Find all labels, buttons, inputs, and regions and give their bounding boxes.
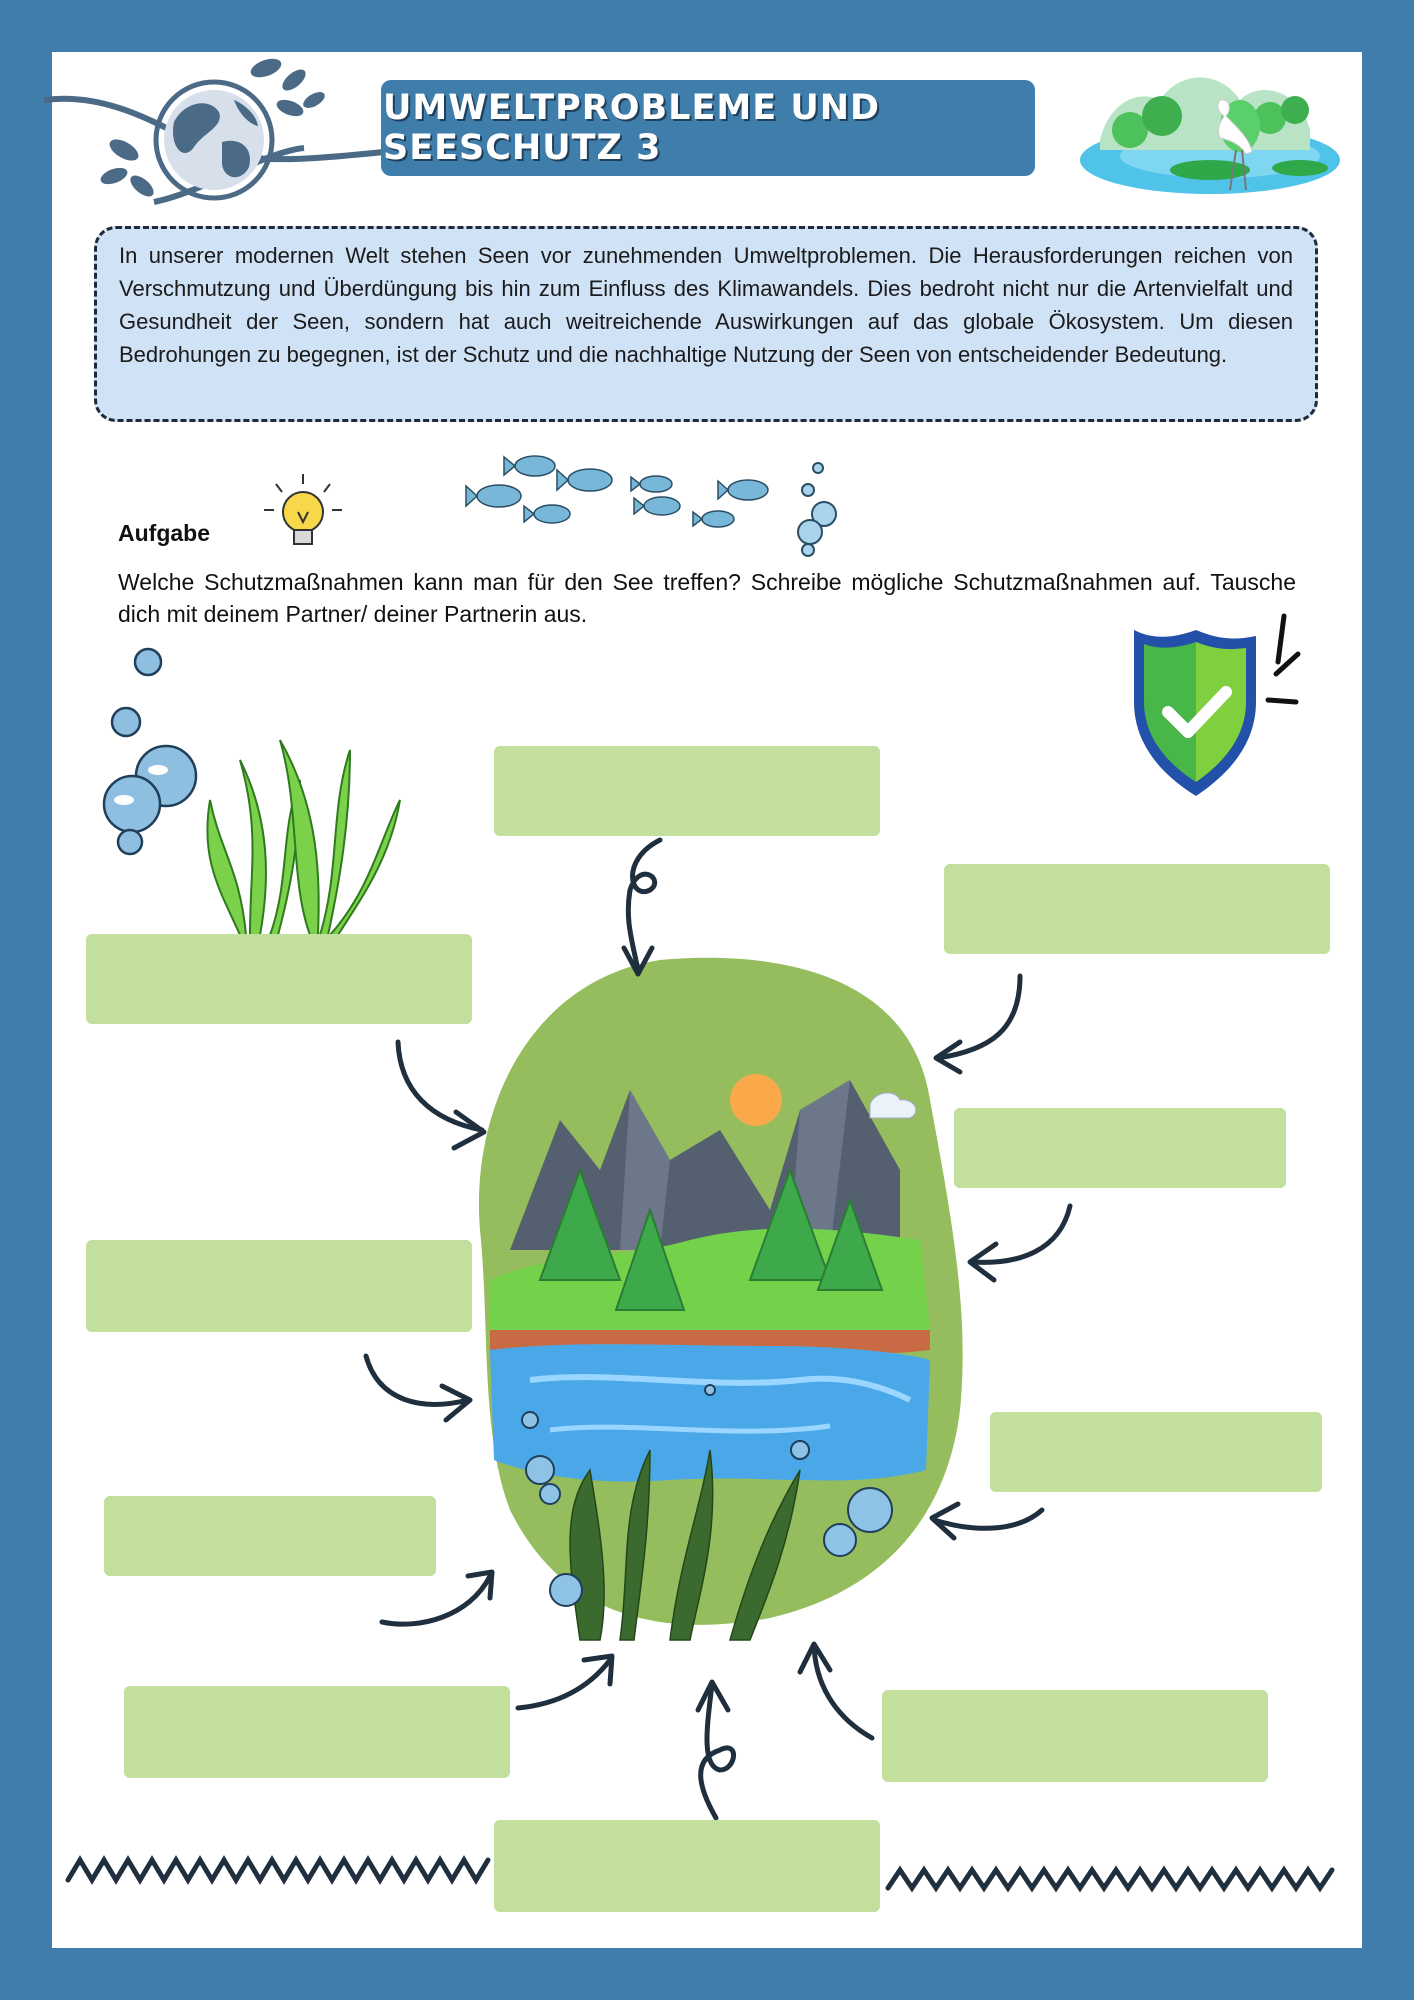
page-title: UMWELTPROBLEME UND SEESCHUTZ 3: [383, 88, 881, 168]
answer-box[interactable]: [990, 1412, 1322, 1492]
answer-box[interactable]: [86, 934, 472, 1024]
answer-box[interactable]: [494, 746, 880, 836]
intro-box: In unserer modernen Welt stehen Seen vor zunehmenden Umweltproblemen. Die Herausforderungen reichen von Verschmutzung und Überdüngung bis hin zum Einfluss des Klimawandels. Dies bedroht nicht nur die Artenvielfalt und Gesundheit der Seen, sondern hat auch weitreichende Auswirkungen auf das globale Ökosystem. Um diesen Bedrohungen zu begegnen, ist der Schutz und die nachhaltige Nutzung der Seen von entscheidender Bedeutung.: [94, 226, 1318, 422]
answer-box[interactable]: [86, 1240, 472, 1332]
task-heading: Aufgabe: [118, 520, 210, 546]
answer-box[interactable]: [882, 1690, 1268, 1782]
answer-box[interactable]: [954, 1108, 1286, 1188]
task-text: Welche Schutzmaßnahmen kann man für den See treffen? Schreibe mögliche Schutzmaßnahmen auf. Tausche dich mit deinem Partner/ deiner Partnerin aus.: [118, 569, 1296, 627]
answer-box[interactable]: [494, 1820, 880, 1912]
answer-box[interactable]: [124, 1686, 510, 1778]
answer-box[interactable]: [944, 864, 1330, 954]
answer-box[interactable]: [104, 1496, 436, 1576]
